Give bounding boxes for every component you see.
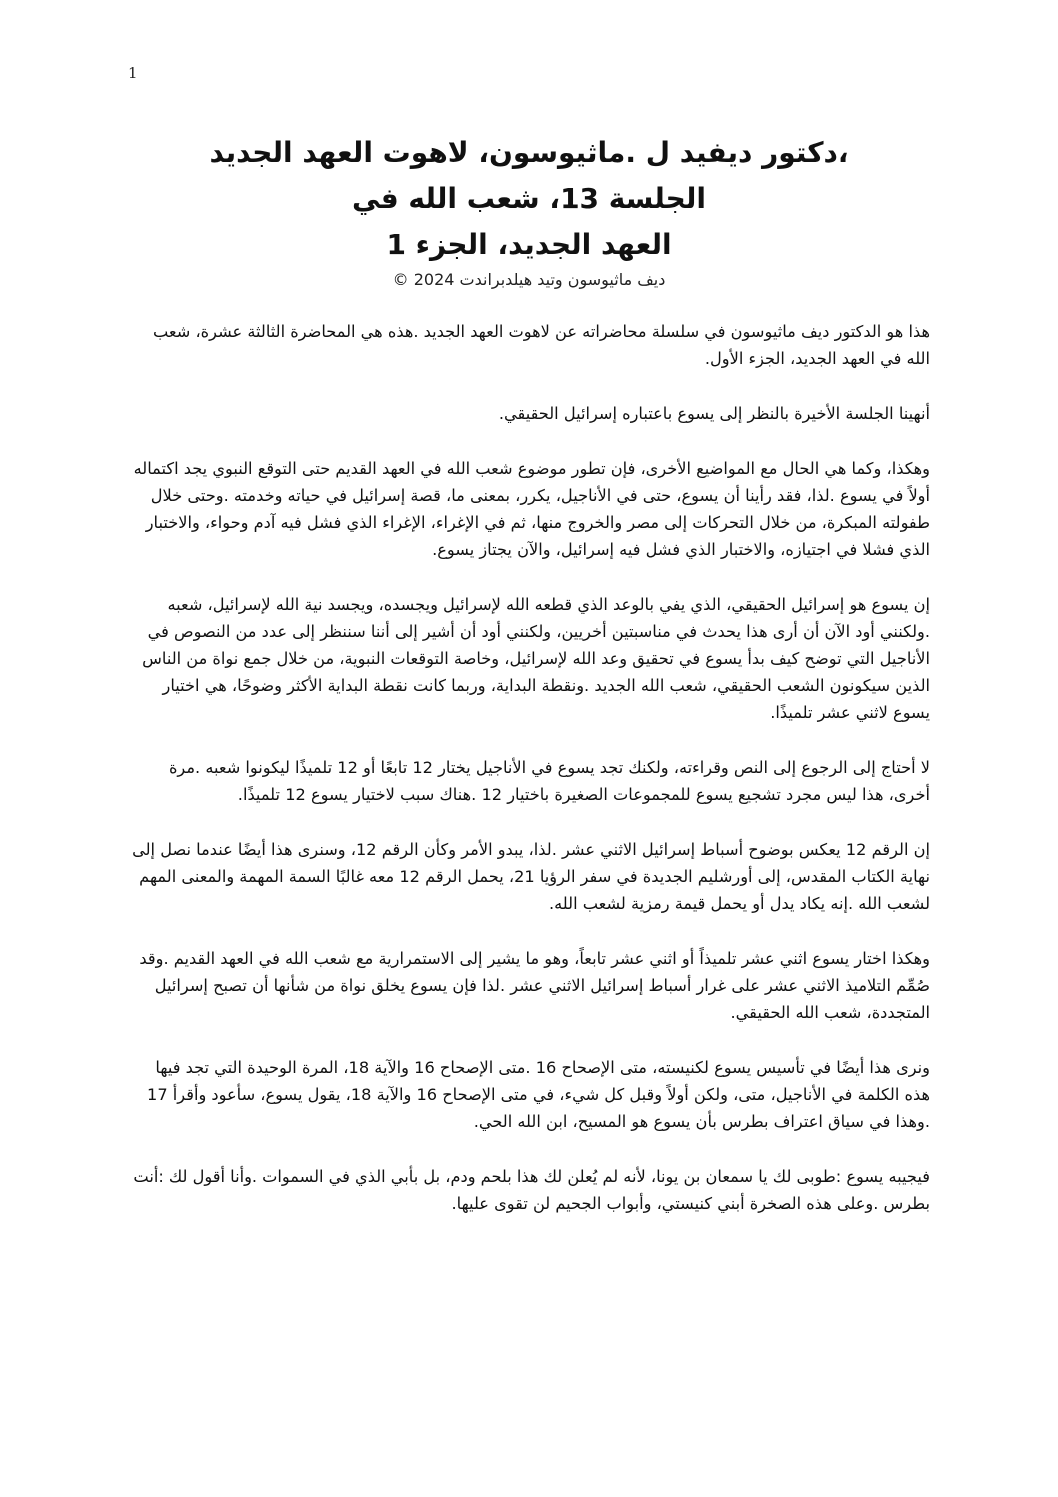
paragraph-5: لا أحتاج إلى الرجوع إلى النص وقراءته، ولكنك تجد يسوع في الأناجيل يختار 12 تابعًا أو 12 تلميذًا ليكونوا شعبه .مرة أخرى، هذا ليس مجرد تشجيع يسوع للمجموعات الصغيرة باختيار 12 .هناك سبب لاختيار يسوع 12 تلميذًا. — [168, 758, 930, 804]
paragraph-4: إن يسوع هو إسرائيل الحقيقي، الذي يفي بالوعد الذي قطعه الله لإسرائيل ويجسده، ويجسد نية الله لإسرائيل، شعبه .ولكنني أود الآن أن أرى هذا يحدث في مناسبتين أخريين، ولكنني أود أن أشير إلى أننا سننظر إلى عدد من النصوص في الأناجيل التي توضح كيف بدأ يسوع في تحقيق وعد الله لإسرائيل، وخاصة التوقعات النبوية، من خلال جمع نواة من الناس الذين سيكونون الشعب الحقيقي، شعب الله الجديد .ونقطة البداية، وربما كانت نقطة البداية الأكثر وضوحًا، هي اختيار يسوع لاثني عشر تلميذًا. — [142, 595, 930, 722]
document-title — [150, 130, 908, 292]
title-line-1: ،دكتور ديفيد ل .ماثيوسون، لاهوت العهد الجديد — [209, 136, 849, 169]
copyright-line: ديف ماثيوسون وتيد هيلدبراندت 2024 © — [392, 270, 666, 289]
paragraph-3: وهكذا، وكما هي الحال مع المواضيع الأخرى، فإن تطور موضوع شعب الله في العهد القديم حتى التوقع النبوي يجد اكتماله أولاً في يسوع .لذا، فقد رأينا أن يسوع، حتى في الأناجيل، يكرر، بمعنى ما، قصة إسرائيل في حياته وخدمته .وحتى خلال طفولته المبكرة، من خلال التحركات إلى مصر والخروج منها، ثم في الإغراء، الإغراء الذي فشل فيه آدم وحواء، والاختبار الذي فشلا في اجتيازه، والاختبار الذي فشل فيه إسرائيل، والآن يجتاز يسوع. — [133, 459, 930, 559]
paragraph-9: فيجيبه يسوع :طوبى لك يا سمعان بن يونا، لأنه لم يُعلن لك هذا بلحم ودم، بل بأبي الذي في السموات .وأنا أقول لك :أنت بطرس .وعلى هذه الصخرة أبني كنيستي، وأبواب الجحيم لن تقوى عليها. — [133, 1167, 930, 1213]
page-number: 1 — [128, 64, 138, 82]
paragraph-1: هذا هو الدكتور ديف ماثيوسون في سلسلة محاضراته عن لاهوت العهد الجديد .هذه هي المحاضرة الثالثة عشرة، شعب الله في العهد الجديد، الجزء الأول. — [153, 322, 930, 368]
paragraph-6: إن الرقم 12 يعكس بوضوح أسباط إسرائيل الاثني عشر .لذا، يبدو الأمر وكأن الرقم 12، وسنرى هذا أيضًا عندما نصل إلى نهاية الكتاب المقدس، إلى أورشليم الجديدة في سفر الرؤيا 21، يحمل الرقم 12 معه غالبًا السمة المهمة والمعنى المهم لشعب الله .إنه يكاد يدل أو يحمل قيمة رمزية لشعب الله. — [132, 840, 930, 913]
title-line-3: العهد الجديد، الجزء 1 — [386, 228, 672, 261]
paragraph-7: وهكذا اختار يسوع اثني عشر تلميذاً أو اثني عشر تابعاً، وهو ما يشير إلى الاستمرارية مع شعب الله في العهد القديم .وقد صُمِّم التلاميذ الاثني عشر على غرار أسباط إسرائيل الاثني عشر .لذا فإن يسوع يخلق نواة من شأنها أن تصبح إسرائيل المتجددة، شعب الله الحقيقي. — [139, 949, 930, 1022]
title-line-2: الجلسة 13، شعب الله في — [352, 182, 706, 215]
paragraph-2: أنهينا الجلسة الأخيرة بالنظر إلى يسوع باعتباره إسرائيل الحقيقي. — [498, 404, 930, 423]
paragraph-8: ونرى هذا أيضًا في تأسيس يسوع لكنيسته، متى الإصحاح 16 .متى الإصحاح 16 والآية 18، المرة الوحيدة التي تجد فيها هذه الكلمة في الأناجيل، متى، ولكن أولاً وقبل كل شيء، في متى الإصحاح 16 والآية 18، يقول يسوع، سأعود وأقرأ 17 .وهذا في سياق اعتراف بطرس بأن يسوع هو المسيح، ابن الله الحي. — [147, 1058, 930, 1131]
document-body — [128, 318, 930, 1245]
